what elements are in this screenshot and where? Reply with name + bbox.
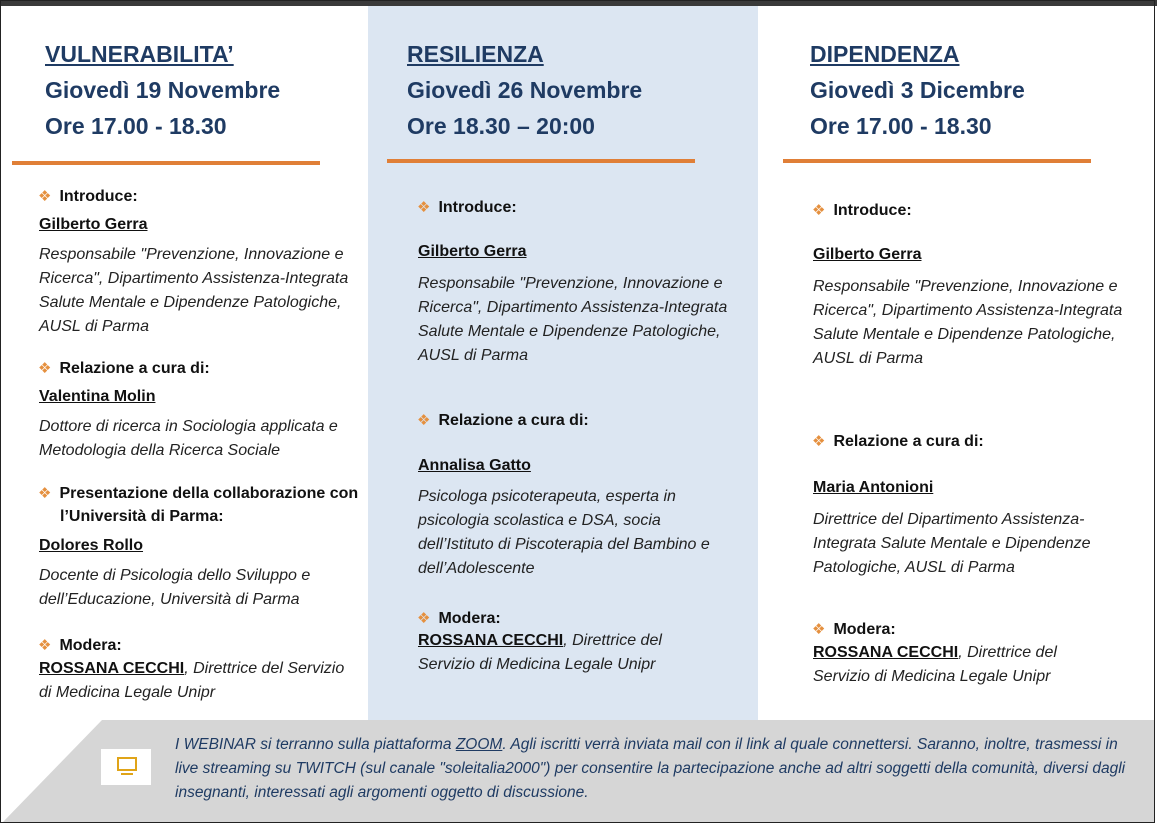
column-1-pres-name: Dolores Rollo	[39, 537, 144, 554]
column-1-rel-desc: Dottore di ricerca in Sociologia applicata e Metodologia della Ricerca Sociale	[39, 418, 338, 459]
column-2-intro-desc: Responsabile "Prevenzione, Innovazione e Ricerca", Dipartimento Assistenza-Integrata Salute Mentale e Dipendenze Patologiche, AUSL di Parma	[418, 275, 728, 364]
column-3-date: Giovedì 3 Dicembre	[810, 77, 1025, 103]
column-3-mod-desc: , Direttrice del Servizio di Medicina Legale Unipr	[813, 644, 1057, 685]
column-1-intro-desc: Responsabile "Prevenzione, Innovazione e Ricerca", Dipartimento Assistenza-Integrata Salute Mentale e Dipendenze Patologiche, AUSL di Parma	[39, 246, 349, 335]
column-1-rel-name: Valentina Molin	[39, 388, 156, 405]
column-1-mod-desc: , Direttrice del Servizio di Medicina Legale Unipr	[39, 660, 345, 701]
zoom-link[interactable]: ZOOM	[455, 736, 503, 753]
column-2-title: RESILIENZA	[407, 41, 544, 67]
column-3-mod-label: ❖ Modera:	[812, 621, 896, 638]
diamond-bullet-icon: ❖	[38, 637, 52, 654]
column-3-intro-desc: Responsabile "Prevenzione, Innovazione e Ricerca", Dipartimento Assistenza-Integrata Salute Mentale e Dipendenze Patologiche, AUSL di Parma	[813, 278, 1123, 367]
column-3-rel-label: ❖ Relazione a cura di:	[812, 433, 984, 450]
column-1-time: Ore 17.00 - 18.30	[45, 113, 227, 139]
diamond-bullet-icon: ❖	[812, 433, 826, 450]
column-3-intro-name: Gilberto Gerra	[813, 246, 922, 263]
column-2-rel-name: Annalisa Gatto	[418, 457, 531, 474]
diamond-bullet-icon: ❖	[812, 621, 826, 638]
column-1-pres-label: ❖ Presentazione della collaborazione con l’Università di Parma:	[38, 485, 359, 525]
column-1-pres-desc: Docente di Psicologia dello Sviluppo e dell’Educazione, Università di Parma	[39, 567, 311, 608]
column-3-rel-name: Maria Antonioni	[813, 479, 934, 496]
column-2-intro-label: ❖ Introduce:	[417, 199, 517, 216]
diamond-bullet-icon: ❖	[38, 360, 52, 377]
column-3-rel-desc: Direttrice del Dipartimento Assistenza-Integrata Salute Mentale e Dipendenze Patologiche, AUSL di Parma	[813, 511, 1091, 576]
column-1-date: Giovedì 19 Novembre	[45, 77, 281, 103]
footer-text-after: . Agli iscritti verrà inviata mail con il link al quale connettersi. Saranno, inoltre, trasmessi in live streaming su TWITCH (sul canale "soleitalia2000") per consentire la partecipazione anche ad altri soggetti della comunità, diversi dagli insegnanti, interessati agli argomenti oggetto di discussione.	[175, 736, 1126, 801]
column-1-title: VULNERABILITA’	[45, 41, 234, 67]
column-3-intro-label: ❖ Introduce:	[812, 202, 912, 219]
diamond-bullet-icon: ❖	[812, 202, 826, 219]
column-3-time: Ore 17.00 - 18.30	[810, 113, 992, 139]
column-1-rel-label: ❖ Relazione a cura di:	[38, 360, 210, 377]
column-3-title: DIPENDENZA	[810, 41, 960, 67]
diamond-bullet-icon: ❖	[38, 188, 52, 205]
column-1-intro-name: Gilberto Gerra	[39, 216, 148, 233]
column-2-mod-desc: , Direttrice del Servizio di Medicina Legale Unipr	[418, 632, 662, 673]
diamond-bullet-icon: ❖	[417, 610, 431, 627]
column-1-mod-label: ❖ Modera:	[38, 637, 122, 654]
column-1-intro-label: ❖ Introduce:	[38, 188, 138, 205]
column-2-intro-name: Gilberto Gerra	[418, 243, 527, 260]
column-2-rel-label: ❖ Relazione a cura di:	[417, 412, 589, 429]
column-2-mod-name: ROSSANA CECCHI	[418, 632, 564, 649]
diamond-bullet-icon: ❖	[38, 485, 52, 502]
column-3-mod-name: ROSSANA CECCHI	[813, 644, 959, 661]
footer-text-before: I WEBINAR si terranno sulla piattaforma	[175, 736, 456, 753]
column-2-mod-label: ❖ Modera:	[417, 610, 501, 627]
diamond-bullet-icon: ❖	[417, 412, 431, 429]
diamond-bullet-icon: ❖	[417, 199, 431, 216]
column-2-rel-desc: Psicologa psicoterapeuta, esperta in psicologia scolastica e DSA, socia dell’Istituto di Piscoterapia del Bambino e dell’Adolescente	[418, 488, 710, 577]
column-2-date: Giovedì 26 Novembre	[407, 77, 643, 103]
column-2-time: Ore 18.30 – 20:00	[407, 113, 595, 139]
column-1-mod-name: ROSSANA CECCHI	[39, 660, 185, 677]
